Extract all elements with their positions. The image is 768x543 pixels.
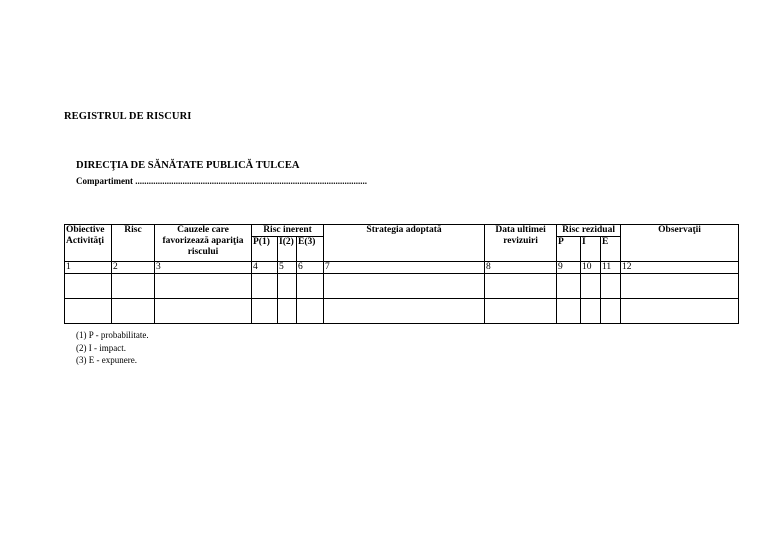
organization-name: DIRECŢIA DE SĂNĂTATE PUBLICĂ TULCEA: [76, 160, 300, 171]
footnote-impact: (2) I - impact.: [76, 342, 126, 353]
column-number: 8: [485, 262, 557, 274]
table-cell[interactable]: [485, 274, 557, 299]
header-observatii: Observaţii: [621, 225, 739, 262]
column-number: 9: [557, 262, 581, 274]
header-risc-inerent: Risc inerent: [252, 225, 324, 237]
header-cauze: Cauzele care favorizează apariţia riscului: [155, 225, 252, 262]
table-cell[interactable]: [112, 274, 155, 299]
table-cell[interactable]: [581, 299, 601, 324]
table-cell[interactable]: [324, 299, 485, 324]
footnote-probabilitate: (1) P - probabilitate.: [76, 330, 149, 340]
table-cell[interactable]: [65, 299, 112, 324]
column-number: 5: [278, 262, 297, 274]
table-cell[interactable]: [601, 274, 621, 299]
column-number: 6: [297, 262, 324, 274]
column-number: 12: [621, 262, 739, 274]
table-cell[interactable]: [557, 274, 581, 299]
column-number: 1: [65, 262, 112, 274]
column-number: 10: [581, 262, 601, 274]
table-cell[interactable]: [252, 299, 278, 324]
register-title: REGISTRUL DE RISCURI: [64, 111, 192, 122]
table-cell[interactable]: [278, 299, 297, 324]
table-cell[interactable]: [621, 299, 739, 324]
table-cell[interactable]: [155, 274, 252, 299]
footnotes: [76, 329, 149, 367]
header-p1: P(1): [252, 237, 278, 262]
header-strategia: Strategia adoptată: [324, 225, 485, 262]
header-p: P: [557, 237, 581, 262]
table-cell[interactable]: [65, 274, 112, 299]
column-number: 11: [601, 262, 621, 274]
table-cell[interactable]: [324, 274, 485, 299]
table-cell[interactable]: [155, 299, 252, 324]
footnote-expunere: (3) E - expunere.: [76, 355, 137, 365]
table-cell[interactable]: [297, 274, 324, 299]
table-cell[interactable]: [581, 274, 601, 299]
header-e3: E(3): [297, 237, 324, 262]
table-cell[interactable]: [485, 299, 557, 324]
column-number-row: [65, 262, 739, 274]
header-data-revizuiri: Data ultimei revizuiri: [485, 225, 557, 262]
column-number: 4: [252, 262, 278, 274]
table-row: [65, 274, 739, 299]
column-number: 3: [155, 262, 252, 274]
header-i: I: [581, 237, 601, 262]
department-line: Compartiment .......................................................................................................: [76, 176, 367, 186]
column-number: 7: [324, 262, 485, 274]
table-cell[interactable]: [112, 299, 155, 324]
risk-register-table: [64, 224, 739, 324]
header-obiective: Obiective Activităţi: [65, 225, 112, 262]
column-number: 2: [112, 262, 155, 274]
table-cell[interactable]: [557, 299, 581, 324]
header-risc: Risc: [112, 225, 155, 262]
table-cell[interactable]: [621, 274, 739, 299]
table-cell[interactable]: [278, 274, 297, 299]
table-row: [65, 299, 739, 324]
table-cell[interactable]: [601, 299, 621, 324]
table-cell[interactable]: [297, 299, 324, 324]
header-row-1: [65, 225, 739, 237]
header-risc-rezidual: Risc rezidual: [557, 225, 621, 237]
header-e: E: [601, 237, 621, 262]
table-cell[interactable]: [252, 274, 278, 299]
header-i2: I(2): [278, 237, 297, 262]
